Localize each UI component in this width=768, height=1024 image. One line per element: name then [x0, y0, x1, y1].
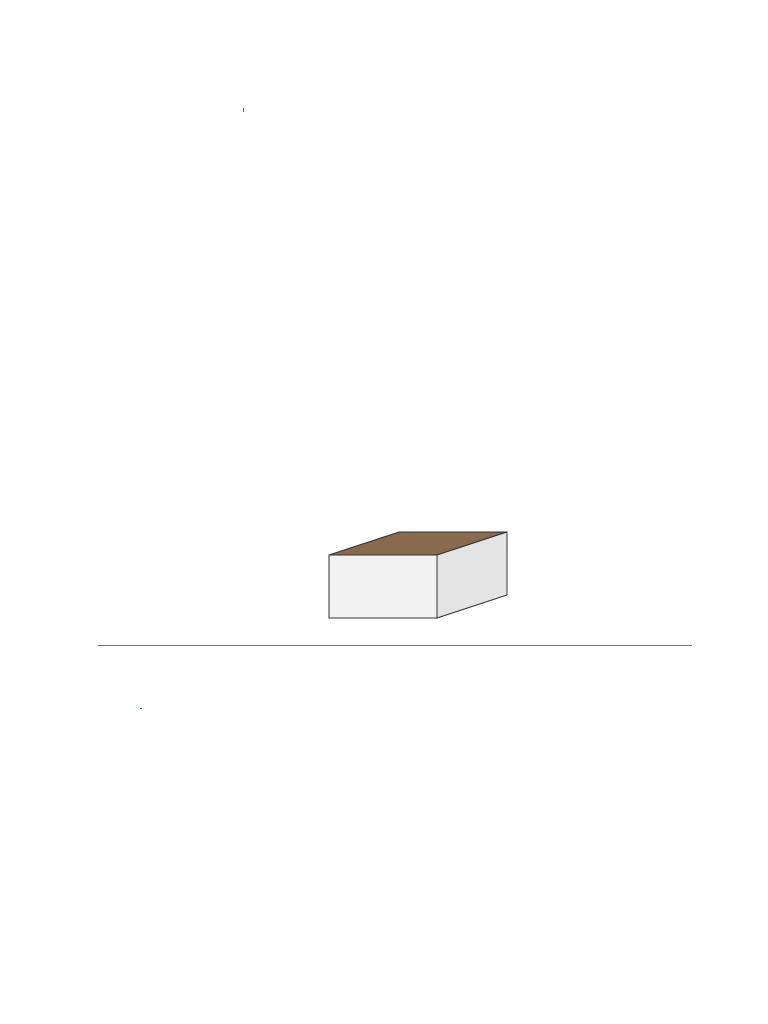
tank-figure [280, 520, 540, 630]
page-mark [243, 108, 244, 112]
tank-front-face [329, 555, 437, 618]
caption-divider [98, 645, 692, 646]
question-13-c-formula [140, 702, 142, 714]
